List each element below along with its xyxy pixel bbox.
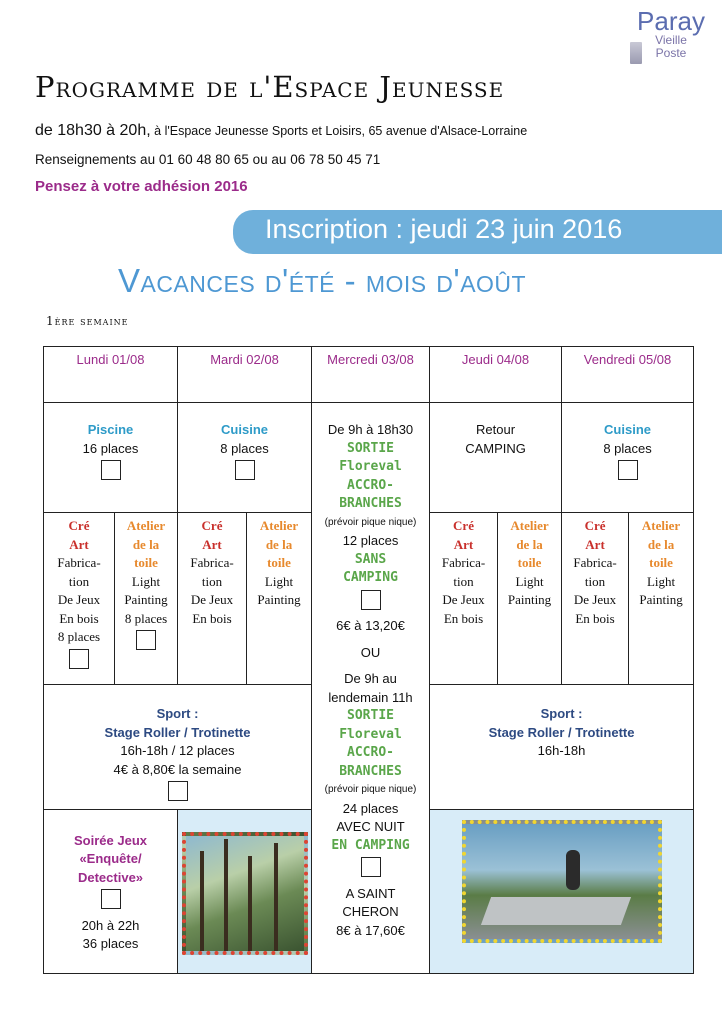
friday-atelier [629,513,694,685]
soiree-time: 20h à 22h [81,917,140,933]
creart-line-3: De Jeux [573,592,617,607]
page-title: Programme de l'Espace Jeunesse [35,70,505,104]
schedule-table [43,346,694,974]
creart-line-4: En bois [192,610,232,626]
atelier-title-1: Atelier [510,518,549,533]
atelier-title-1: Atelier [259,518,299,533]
atelier-line-1: Light [515,573,544,589]
atelier-line-2: Painting [639,592,683,607]
monday-creart [44,513,115,685]
sport-name: Stage Roller / Trotinette [488,724,635,740]
day-header-friday: Vendredi 05/08 [562,347,694,403]
wed-or: OU [360,644,381,660]
tuesday-creart [178,513,247,685]
creart-line-3: De Jeux [442,592,485,607]
atelier-line-1: Light [264,573,294,589]
atelier-title-3: toile [649,555,673,570]
registration-banner-text: Inscription : jeudi 23 juin 2016 [265,214,623,244]
soiree-title-3: Detective» [77,869,144,885]
creart-title-2: Art [453,536,474,552]
thursday-atelier [498,513,562,685]
signup-checkbox[interactable] [168,781,188,801]
wed-city: CHERON [342,904,399,919]
day-header-wednesday: Mercredi 03/08 [312,347,430,403]
hours-text: de 18h30 à 20h, [35,122,151,139]
wed-time-2b: lendemain 11h [328,689,413,705]
sport-title: Sport : [156,706,199,721]
creart-title-1: Cré [68,518,90,533]
creart-line-2: tion [453,573,474,589]
signup-checkbox[interactable] [101,460,121,480]
accrobranche-photo-cell [178,809,312,973]
wednesday-activity [312,403,430,974]
week-label: 1ère semaine [46,314,129,328]
creart-line-3: De Jeux [190,592,234,607]
day-header-thursday: Jeudi 04/08 [430,347,562,403]
atelier-line-1: Light [131,573,161,589]
thursday-line-1: Retour [476,422,516,437]
wed-sortie-1: SORTIE [347,440,394,456]
atelier-title-1: Atelier [641,518,681,533]
wed-places-2: 24 places [342,800,399,816]
logo-flag-icon [630,42,642,64]
wed-camping-1: CAMPING [343,570,398,585]
friday-activity [562,403,694,513]
atelier-title-3: toile [517,555,542,570]
creart-line-2: tion [201,573,223,589]
tuesday-activity [178,403,312,513]
atelier-line-2: Painting [257,592,301,607]
atelier-places: 8 places [124,610,168,626]
wed-accro-1a: ACCRO- [347,477,394,493]
wed-time-2a: De 9h au [344,671,397,686]
atelier-line-2: Painting [507,592,552,607]
wed-at: A SAINT [345,885,396,901]
hours-line [35,122,527,140]
skatepark-photo-cell [430,809,694,973]
sport-title: Sport : [540,706,583,721]
sport-stage-thu-fri [430,685,694,810]
sport-time: 16h-18h / 12 places [120,743,235,758]
logo-line-3: Poste [655,46,687,60]
creart-title-2: Art [69,536,89,552]
creart-line-1: Fabrica- [190,555,234,570]
signup-checkbox[interactable] [235,460,255,480]
atelier-title-2: de la [265,536,293,552]
wed-en-camping: EN CAMPING [331,837,410,853]
day-header-monday: Lundi 01/08 [44,347,178,403]
friday-creart [562,513,629,685]
creart-title-1: Cré [453,518,474,533]
activity-title: Piscine [87,422,134,437]
creart-line-1: Fabrica- [573,555,617,570]
wed-note-2: (prévoir pique nique) [324,784,417,795]
thursday-line-2: CAMPING [465,440,526,456]
soiree-title-1: Soirée Jeux [74,832,147,848]
signup-checkbox[interactable] [136,630,156,650]
wed-price-2: 8€ à 17,60€ [336,922,405,938]
section-title: Vacances d'été - mois d'août [118,262,527,299]
address-text: à l'Espace Jeunesse Sports et Loisirs, 65 avenue d'Alsace-Lorraine [150,124,528,138]
activity-title: Cuisine [221,422,268,437]
wed-avec-nuit: AVEC NUIT [336,819,405,834]
contact-line: Renseignements au 01 60 48 80 65 ou au 06 78 50 45 71 [35,152,381,167]
atelier-title-2: de la [516,536,543,552]
soiree-jeux [44,809,178,973]
day-header-tuesday: Mardi 02/08 [178,347,312,403]
thursday-activity [430,403,562,513]
monday-atelier [115,513,178,685]
wed-place-1: Floreval [339,459,402,474]
creart-line-3: De Jeux [57,592,101,607]
creart-line-2: tion [584,573,606,589]
signup-checkbox-day-trip[interactable] [361,590,381,610]
forest-adventure-photo [182,832,308,955]
atelier-title-1: Atelier [126,518,166,533]
atelier-title-3: toile [134,555,158,570]
atelier-line-2: Painting [124,592,168,607]
atelier-title-2: de la [132,536,160,552]
wed-accro-1b: BRANCHES [339,496,402,511]
soiree-places: 36 places [82,936,139,951]
signup-checkbox-overnight[interactable] [361,857,381,877]
skatepark-photo [462,820,662,943]
signup-checkbox[interactable] [101,889,121,909]
registration-banner [233,210,722,254]
sport-time: 16h-18h [537,743,586,758]
wed-note-1: (prévoir pique nique) [324,516,417,528]
creart-line-4: En bois [59,610,99,626]
tuesday-atelier [247,513,312,685]
creart-title-2: Art [202,536,222,552]
creart-line-2: tion [68,573,90,589]
logo-line-1: Paray [637,6,705,36]
atelier-title-3: toile [267,555,291,570]
sport-price: 4€ à 8,80€ la semaine [113,761,242,777]
wed-price-1: 6€ à 13,20€ [336,618,405,633]
soiree-title-2: «Enquête/ [79,851,142,866]
signup-checkbox[interactable] [69,649,89,669]
town-logo [626,8,716,60]
thursday-creart [430,513,498,685]
creart-title-1: Cré [584,518,606,533]
wed-time-1: De 9h à 18h30 [327,422,414,437]
wed-sans: SANS [354,551,387,567]
creart-line-4: En bois [443,610,484,626]
monday-activity [44,403,178,513]
wed-places-1: 12 places [342,533,399,548]
activity-title: Cuisine [604,422,652,437]
creart-title-2: Art [585,536,605,552]
day-header-row [44,347,694,403]
atelier-line-1: Light [646,573,676,589]
logo-line-2: Vieille [655,33,687,47]
activity-places: 8 places [220,440,269,456]
wed-sortie-2: SORTIE [347,708,394,723]
wed-accro-2a: ACCRO- [347,745,394,760]
wed-accro-2b: BRANCHES [339,763,402,779]
activity-places: 16 places [82,440,139,456]
creart-line-1: Fabrica- [441,555,486,570]
signup-checkbox[interactable] [618,460,638,480]
atelier-title-2: de la [647,536,675,552]
sport-stage-mon-tue [44,685,312,810]
sport-name: Stage Roller / Trotinette [104,724,251,740]
wed-place-2: Floreval [339,726,402,742]
creart-line-1: Fabrica- [57,555,101,570]
creart-line-4: En bois [575,610,615,626]
creart-title-1: Cré [201,518,223,533]
membership-reminder: Pensez à votre adhésion 2016 [35,178,248,195]
activity-places: 8 places [603,440,652,456]
creart-places: 8 places [57,629,101,644]
